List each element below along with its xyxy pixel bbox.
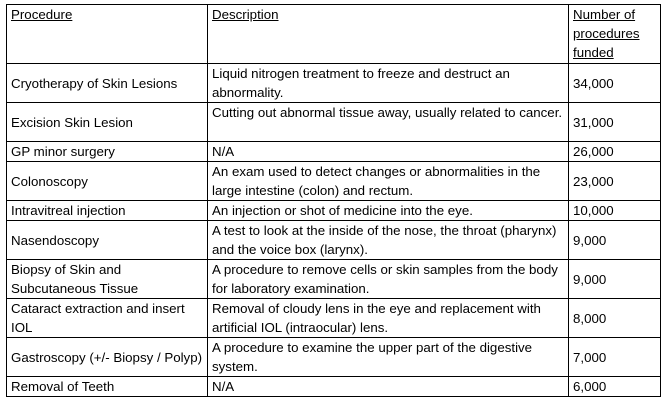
description-cell: Cutting out abnormal tissue away, usually related to cancer. <box>208 103 569 142</box>
table-row <box>7 103 661 142</box>
description-cell: N/A <box>208 142 569 162</box>
procedure-cell: Cataract extraction and insert IOL <box>7 299 208 338</box>
procedure-cell: Colonoscopy <box>7 162 208 201</box>
number-cell: 9,000 <box>569 221 661 260</box>
number-cell: 6,000 <box>569 377 661 397</box>
procedure-cell: Cryotherapy of Skin Lesions <box>7 64 208 103</box>
description-cell: An injection or shot of medicine into the eye. <box>208 201 569 221</box>
procedure-cell: Excision Skin Lesion <box>7 103 208 142</box>
description-cell: A procedure to remove cells or skin samples from the body for laboratory examination. <box>208 260 569 299</box>
procedure-cell: Nasendoscopy <box>7 221 208 260</box>
table-row <box>7 201 661 221</box>
number-cell: 34,000 <box>569 64 661 103</box>
table-row <box>7 221 661 260</box>
number-cell: 7,000 <box>569 338 661 377</box>
table-row <box>7 377 661 397</box>
table-row <box>7 260 661 299</box>
header-number-funded: Number of procedures funded <box>569 5 661 64</box>
procedure-cell: GP minor surgery <box>7 142 208 162</box>
description-cell: A procedure to examine the upper part of the digestive system. <box>208 338 569 377</box>
description-cell: Removal of cloudy lens in the eye and replacement with artificial IOL (intraocular) lens. <box>208 299 569 338</box>
table-row <box>7 64 661 103</box>
number-cell: 9,000 <box>569 260 661 299</box>
description-cell: N/A <box>208 377 569 397</box>
header-procedure: Procedure <box>7 5 208 64</box>
procedure-cell: Removal of Teeth <box>7 377 208 397</box>
table-row <box>7 162 661 201</box>
number-cell: 23,000 <box>569 162 661 201</box>
number-cell: 31,000 <box>569 103 661 142</box>
procedure-cell: Biopsy of Skin and Subcutaneous Tissue <box>7 260 208 299</box>
table-row <box>7 142 661 162</box>
number-cell: 8,000 <box>569 299 661 338</box>
header-description: Description <box>208 5 569 64</box>
number-cell: 10,000 <box>569 201 661 221</box>
table-row <box>7 299 661 338</box>
description-cell: A test to look at the inside of the nose, the throat (pharynx) and the voice box (larynx). <box>208 221 569 260</box>
number-cell: 26,000 <box>569 142 661 162</box>
procedure-cell: Gastroscopy (+/- Biopsy / Polyp) <box>7 338 208 377</box>
procedures-table <box>6 4 661 397</box>
table-row <box>7 338 661 377</box>
description-cell: Liquid nitrogen treatment to freeze and destruct an abnormality. <box>208 64 569 103</box>
table-header-row <box>7 5 661 64</box>
procedure-cell: Intravitreal injection <box>7 201 208 221</box>
description-cell: An exam used to detect changes or abnormalities in the large intestine (colon) and rectum. <box>208 162 569 201</box>
